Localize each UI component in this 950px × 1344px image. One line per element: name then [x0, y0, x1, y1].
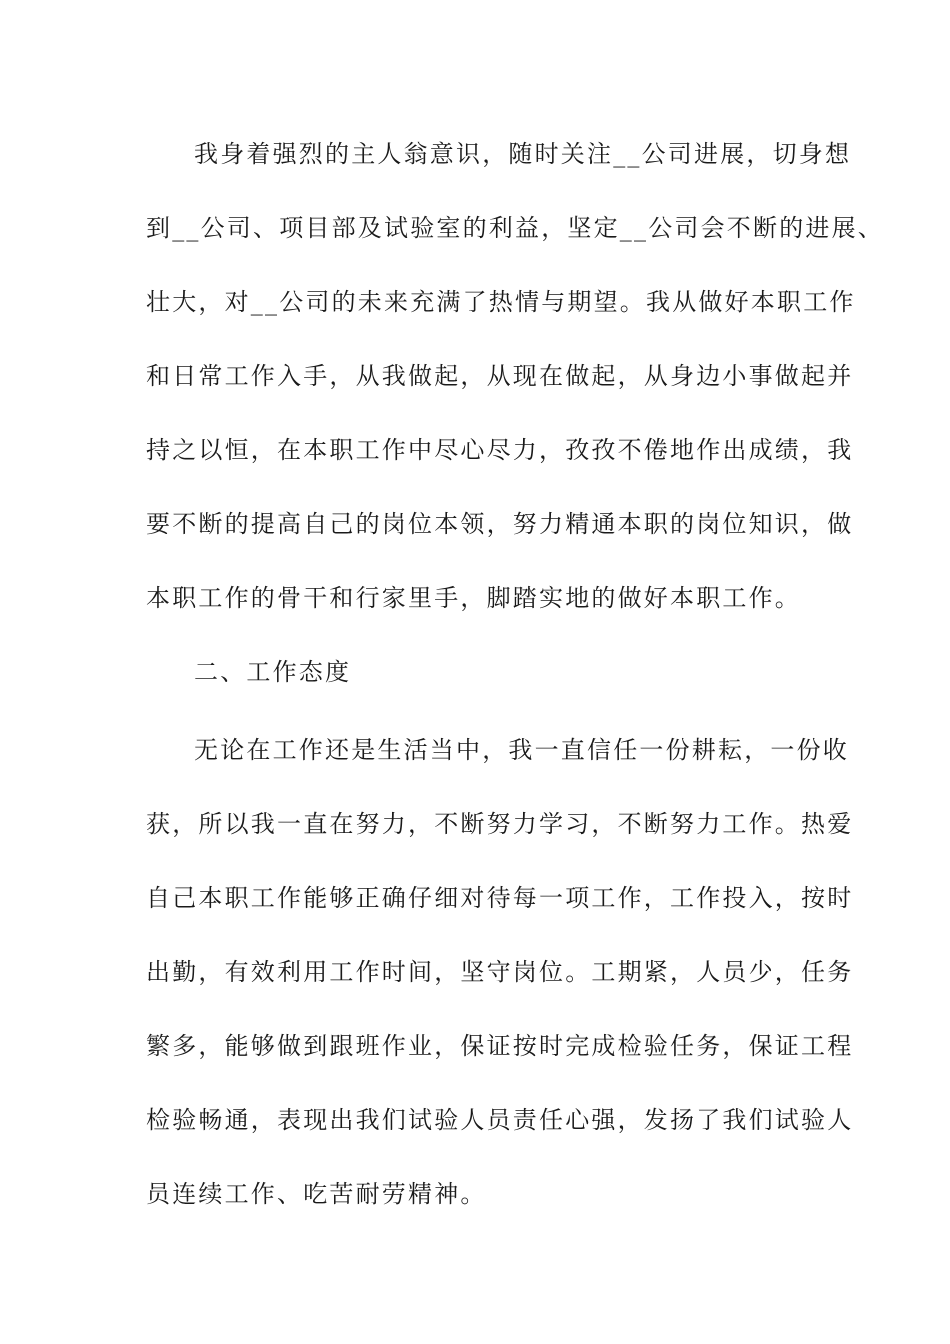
paragraph-2-line-2: 获，所以我一直在努力，不断努力学习，不断努力工作。热爱 — [146, 810, 854, 838]
paragraph-2-line-3: 自己本职工作能够正确仔细对待每一项工作，工作投入，按时 — [146, 884, 854, 912]
section-heading-work-attitude: 二、工作态度 — [194, 658, 352, 686]
paragraph-1-line-5: 持之以恒，在本职工作中尽心尽力，孜孜不倦地作出成绩，我 — [146, 436, 854, 464]
paragraph-1-line-7: 本职工作的骨干和行家里手，脚踏实地的做好本职工作。 — [146, 584, 801, 612]
paragraph-1-line-1: 我身着强烈的主人翁意识，随时关注__公司进展，切身想 — [194, 140, 852, 168]
paragraph-2-line-5: 繁多，能够做到跟班作业，保证按时完成检验任务，保证工程 — [146, 1032, 854, 1060]
paragraph-2-line-7: 员连续工作、吃苦耐劳精神。 — [146, 1180, 487, 1208]
paragraph-1-line-4: 和日常工作入手，从我做起，从现在做起，从身边小事做起并 — [146, 362, 854, 390]
paragraph-1-line-6: 要不断的提高自己的岗位本领，努力精通本职的岗位知识，做 — [146, 510, 854, 538]
paragraph-2-line-6: 检验畅通，表现出我们试验人员责任心强，发扬了我们试验人 — [146, 1106, 854, 1134]
paragraph-2-line-4: 出勤，有效利用工作时间，坚守岗位。工期紧，人员少，任务 — [146, 958, 854, 986]
paragraph-2-line-1: 无论在工作还是生活当中，我一直信任一份耕耘，一份收 — [194, 736, 849, 764]
paragraph-1-line-3: 壮大，对__公司的未来充满了热情与期望。我从做好本职工作 — [146, 288, 856, 316]
paragraph-1-line-2: 到__公司、项目部及试验室的利益，坚定__公司会不断的进展、 — [146, 214, 884, 242]
